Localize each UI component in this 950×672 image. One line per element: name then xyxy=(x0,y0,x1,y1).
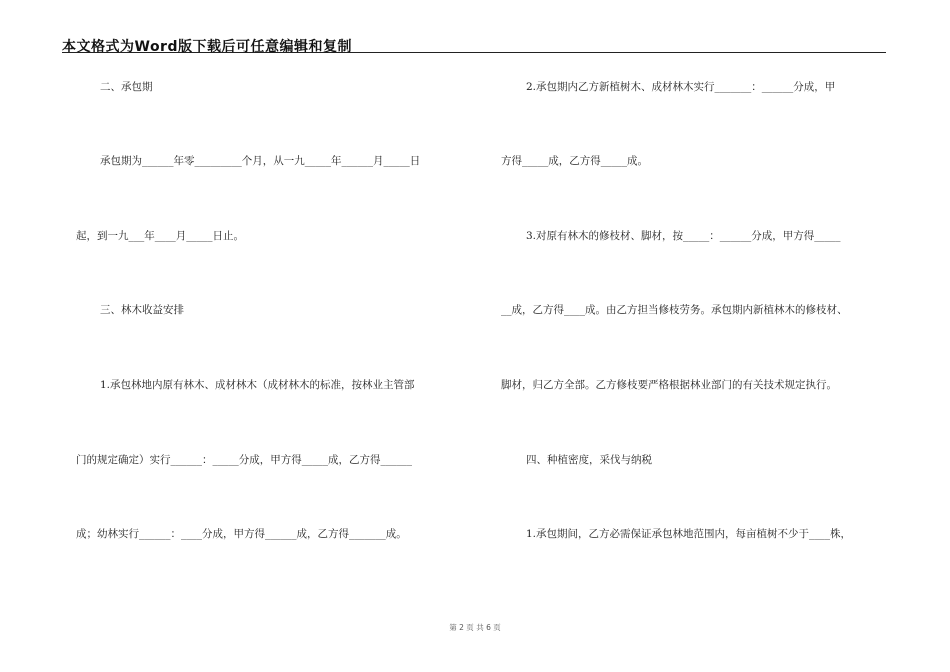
paragraph-line: 门的规定确定）实行______：_____分成，甲方得_____成，乙方得______ xyxy=(76,454,412,466)
paragraph-line: 1.承包林地内原有林木、成材林木（成材林木的标准，按林业主管部 xyxy=(100,379,415,391)
section-heading-planting: 四、种植密度，采伐与纳税 xyxy=(526,454,652,466)
paragraph-line: 起，到一九___年____月_____日止。 xyxy=(76,230,244,242)
right-column xyxy=(490,0,890,672)
page-header-title: 本文格式为Word版下载后可任意编辑和复制 xyxy=(62,39,352,55)
section-heading-term: 二、承包期 xyxy=(100,81,153,93)
paragraph-line: 成；幼林实行______：____分成，甲方得______成，乙方得_______成。 xyxy=(76,528,407,540)
paragraph-line: 2.承包期内乙方新植树木、成材林木实行_______：______分成，甲 xyxy=(526,81,836,93)
paragraph-line: 3.对原有林木的修枝材、脚材，按_____：______分成，甲方得_____ xyxy=(526,230,841,242)
paragraph-line: 承包期为______年零_________个月，从一九_____年______月_____日 xyxy=(100,155,421,167)
section-heading-revenue: 三、林木收益安排 xyxy=(100,304,184,316)
page-number: 第 2 页 共 6 页 xyxy=(449,623,501,632)
paragraph-line: 方得_____成，乙方得_____成。 xyxy=(501,155,648,167)
paragraph-line: 1.承包期间，乙方必需保证承包林地范围内，每亩植树不少于____株， xyxy=(526,528,852,540)
paragraph-line: 脚材，归乙方全部。乙方修枝要严格根据林业部门的有关技术规定执行。 xyxy=(501,379,837,391)
left-column xyxy=(62,0,462,672)
paragraph-line: __成，乙方得____成。由乙方担当修枝劳务。承包期内新植林木的修枝材、 xyxy=(501,304,848,316)
